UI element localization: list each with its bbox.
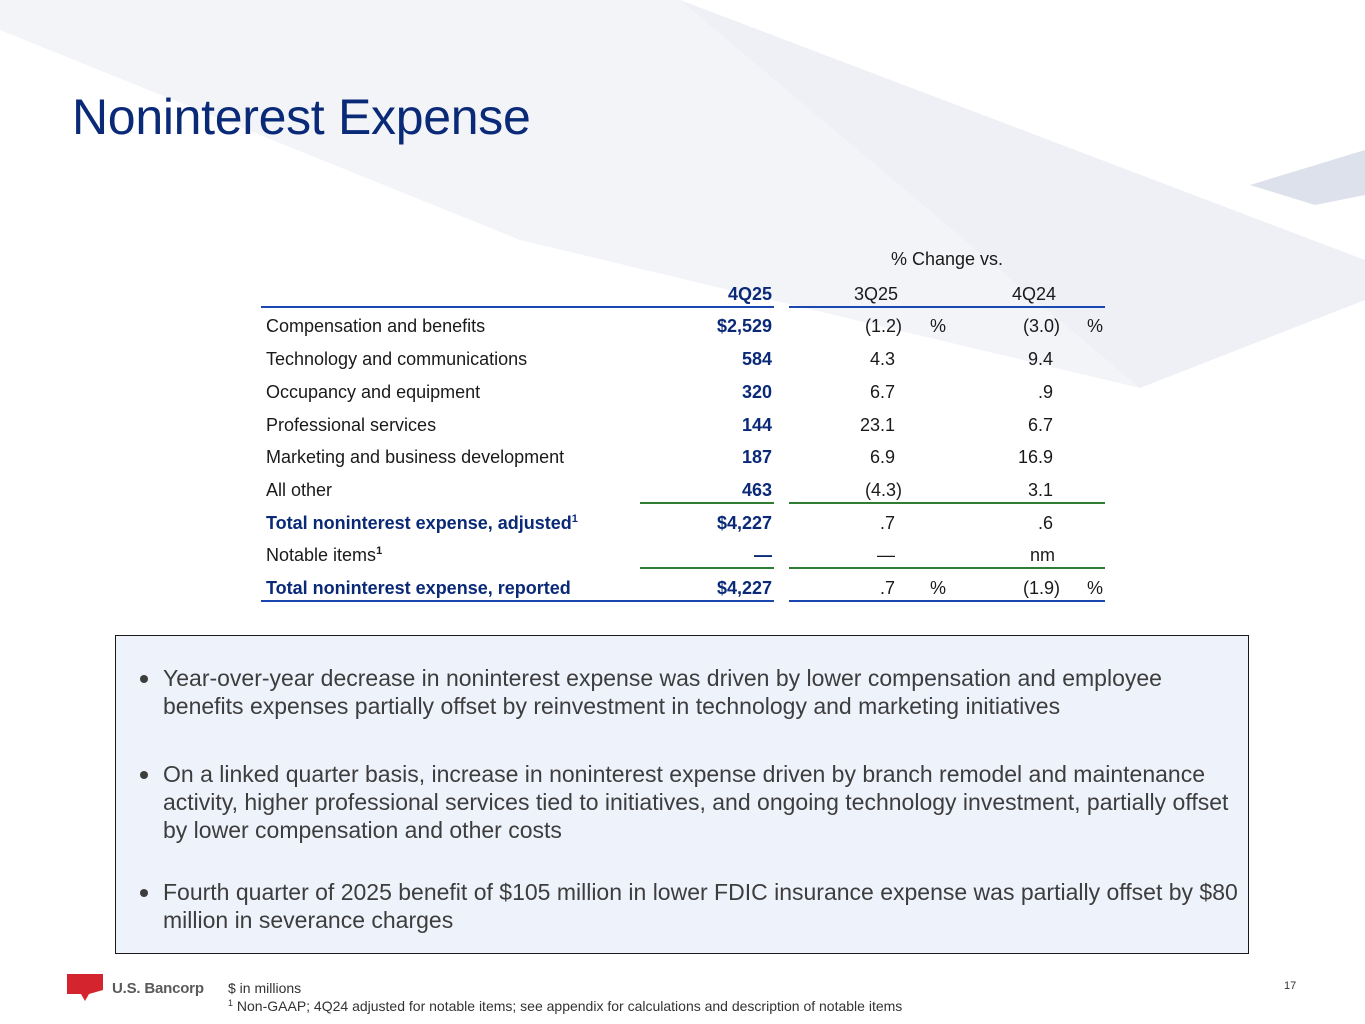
row-label: Marketing and business development [266,447,565,467]
row-label: Occupancy and equipment [266,382,481,402]
row-change-3q25: .7 [879,513,895,533]
page-number: 17 [1284,980,1297,992]
row-label: Total noninterest expense, reported [266,578,571,598]
table-row [261,376,1105,408]
row-label: Compensation and benefits [266,316,486,336]
row-label: Professional services [266,415,437,435]
header-rule-right [789,306,1105,308]
row-change-4q24: 9.4 [1027,349,1053,369]
row-change-3q25: (4.3) [864,480,902,500]
logo-wordmark: U.S. Bancorp [112,980,204,997]
row-label: Technology and communications [266,349,528,369]
row-change-4q24: 3.1 [1027,480,1053,500]
row-change-3q25: 6.7 [869,382,895,402]
percent-sign: % [1087,316,1104,336]
subtotal-rule-right [789,502,1105,504]
row-change-4q24: (1.9) [1022,578,1060,598]
subtotal-rule-left [640,502,774,504]
col-header-3q25: 3Q25 [853,284,898,304]
table-row [261,343,1105,375]
percent-change-header: % Change vs. [890,249,1004,269]
row-change-3q25: 23.1 [859,415,895,435]
total-rule-left [640,567,774,569]
row-change-3q25: .7 [879,578,895,598]
row-value-4q25: $4,227 [716,513,772,533]
row-value-4q25: 584 [741,349,772,369]
row-value-4q25: $4,227 [716,578,772,598]
bullet-point: Fourth quarter of 2025 benefit of $105 million in lower FDIC insurance expense was partially offset by $80 million in severance charges [163,878,1243,934]
table-row [261,441,1105,473]
row-change-3q25: 6.9 [869,447,895,467]
row-change-3q25: (1.2) [864,316,902,336]
footnote-units: $ in millions [228,980,302,996]
percent-sign: % [930,316,947,336]
page-title: Noninterest Expense [72,89,531,145]
row-label: Total noninterest expense, adjusted$^1$ [266,513,578,533]
col-header-4q24: 4Q24 [1011,284,1056,304]
row-change-4q24: .6 [1037,513,1053,533]
col-header-4q25: 4Q25 [727,284,772,304]
row-change-3q25: — [877,545,895,565]
row-label: Notable items$^1$ [266,545,383,565]
row-label: All other [266,480,333,500]
row-value-4q25: 463 [741,480,772,500]
bottom-rule-right [789,600,1105,602]
table-row-total-adjusted [261,507,1105,539]
bullet-point: On a linked quarter basis, increase in noninterest expense driven by branch remodel and maintenance activity, higher professional services tied to initiatives, and ongoing technology investment, partially offset by lower compensation and other costs [163,760,1243,844]
bullet-point: Year-over-year decrease in noninterest expense was driven by lower compensation and employee benefits expenses partially offset by reinvestment in technology and marketing initiatives [163,664,1243,720]
row-change-4q24: .9 [1037,382,1053,402]
row-value-4q25: 187 [741,447,772,467]
total-rule-right [789,567,1105,569]
commentary-box [115,635,1249,954]
row-change-3q25: 4.3 [869,349,895,369]
row-value-4q25: — [754,545,772,565]
percent-sign: % [930,578,947,598]
bottom-rule-left [261,600,774,602]
row-change-4q24: 6.7 [1027,415,1053,435]
table-row [261,409,1105,441]
row-change-4q24: nm [1029,545,1055,565]
us-bancorp-logo-icon [67,972,105,1002]
row-change-4q24: 16.9 [1017,447,1053,467]
table-row [261,310,1105,342]
row-change-4q24: (3.0) [1022,316,1060,336]
header-rule-left [261,306,774,308]
row-value-4q25: 144 [741,415,772,435]
row-value-4q25: $2,529 [716,316,772,336]
footnote-1: $^1$ Non-GAAP; 4Q24 adjusted for notable items; see appendix for calculations and description of notable items [228,998,903,1014]
percent-sign: % [1087,578,1104,598]
row-value-4q25: 320 [741,382,772,402]
